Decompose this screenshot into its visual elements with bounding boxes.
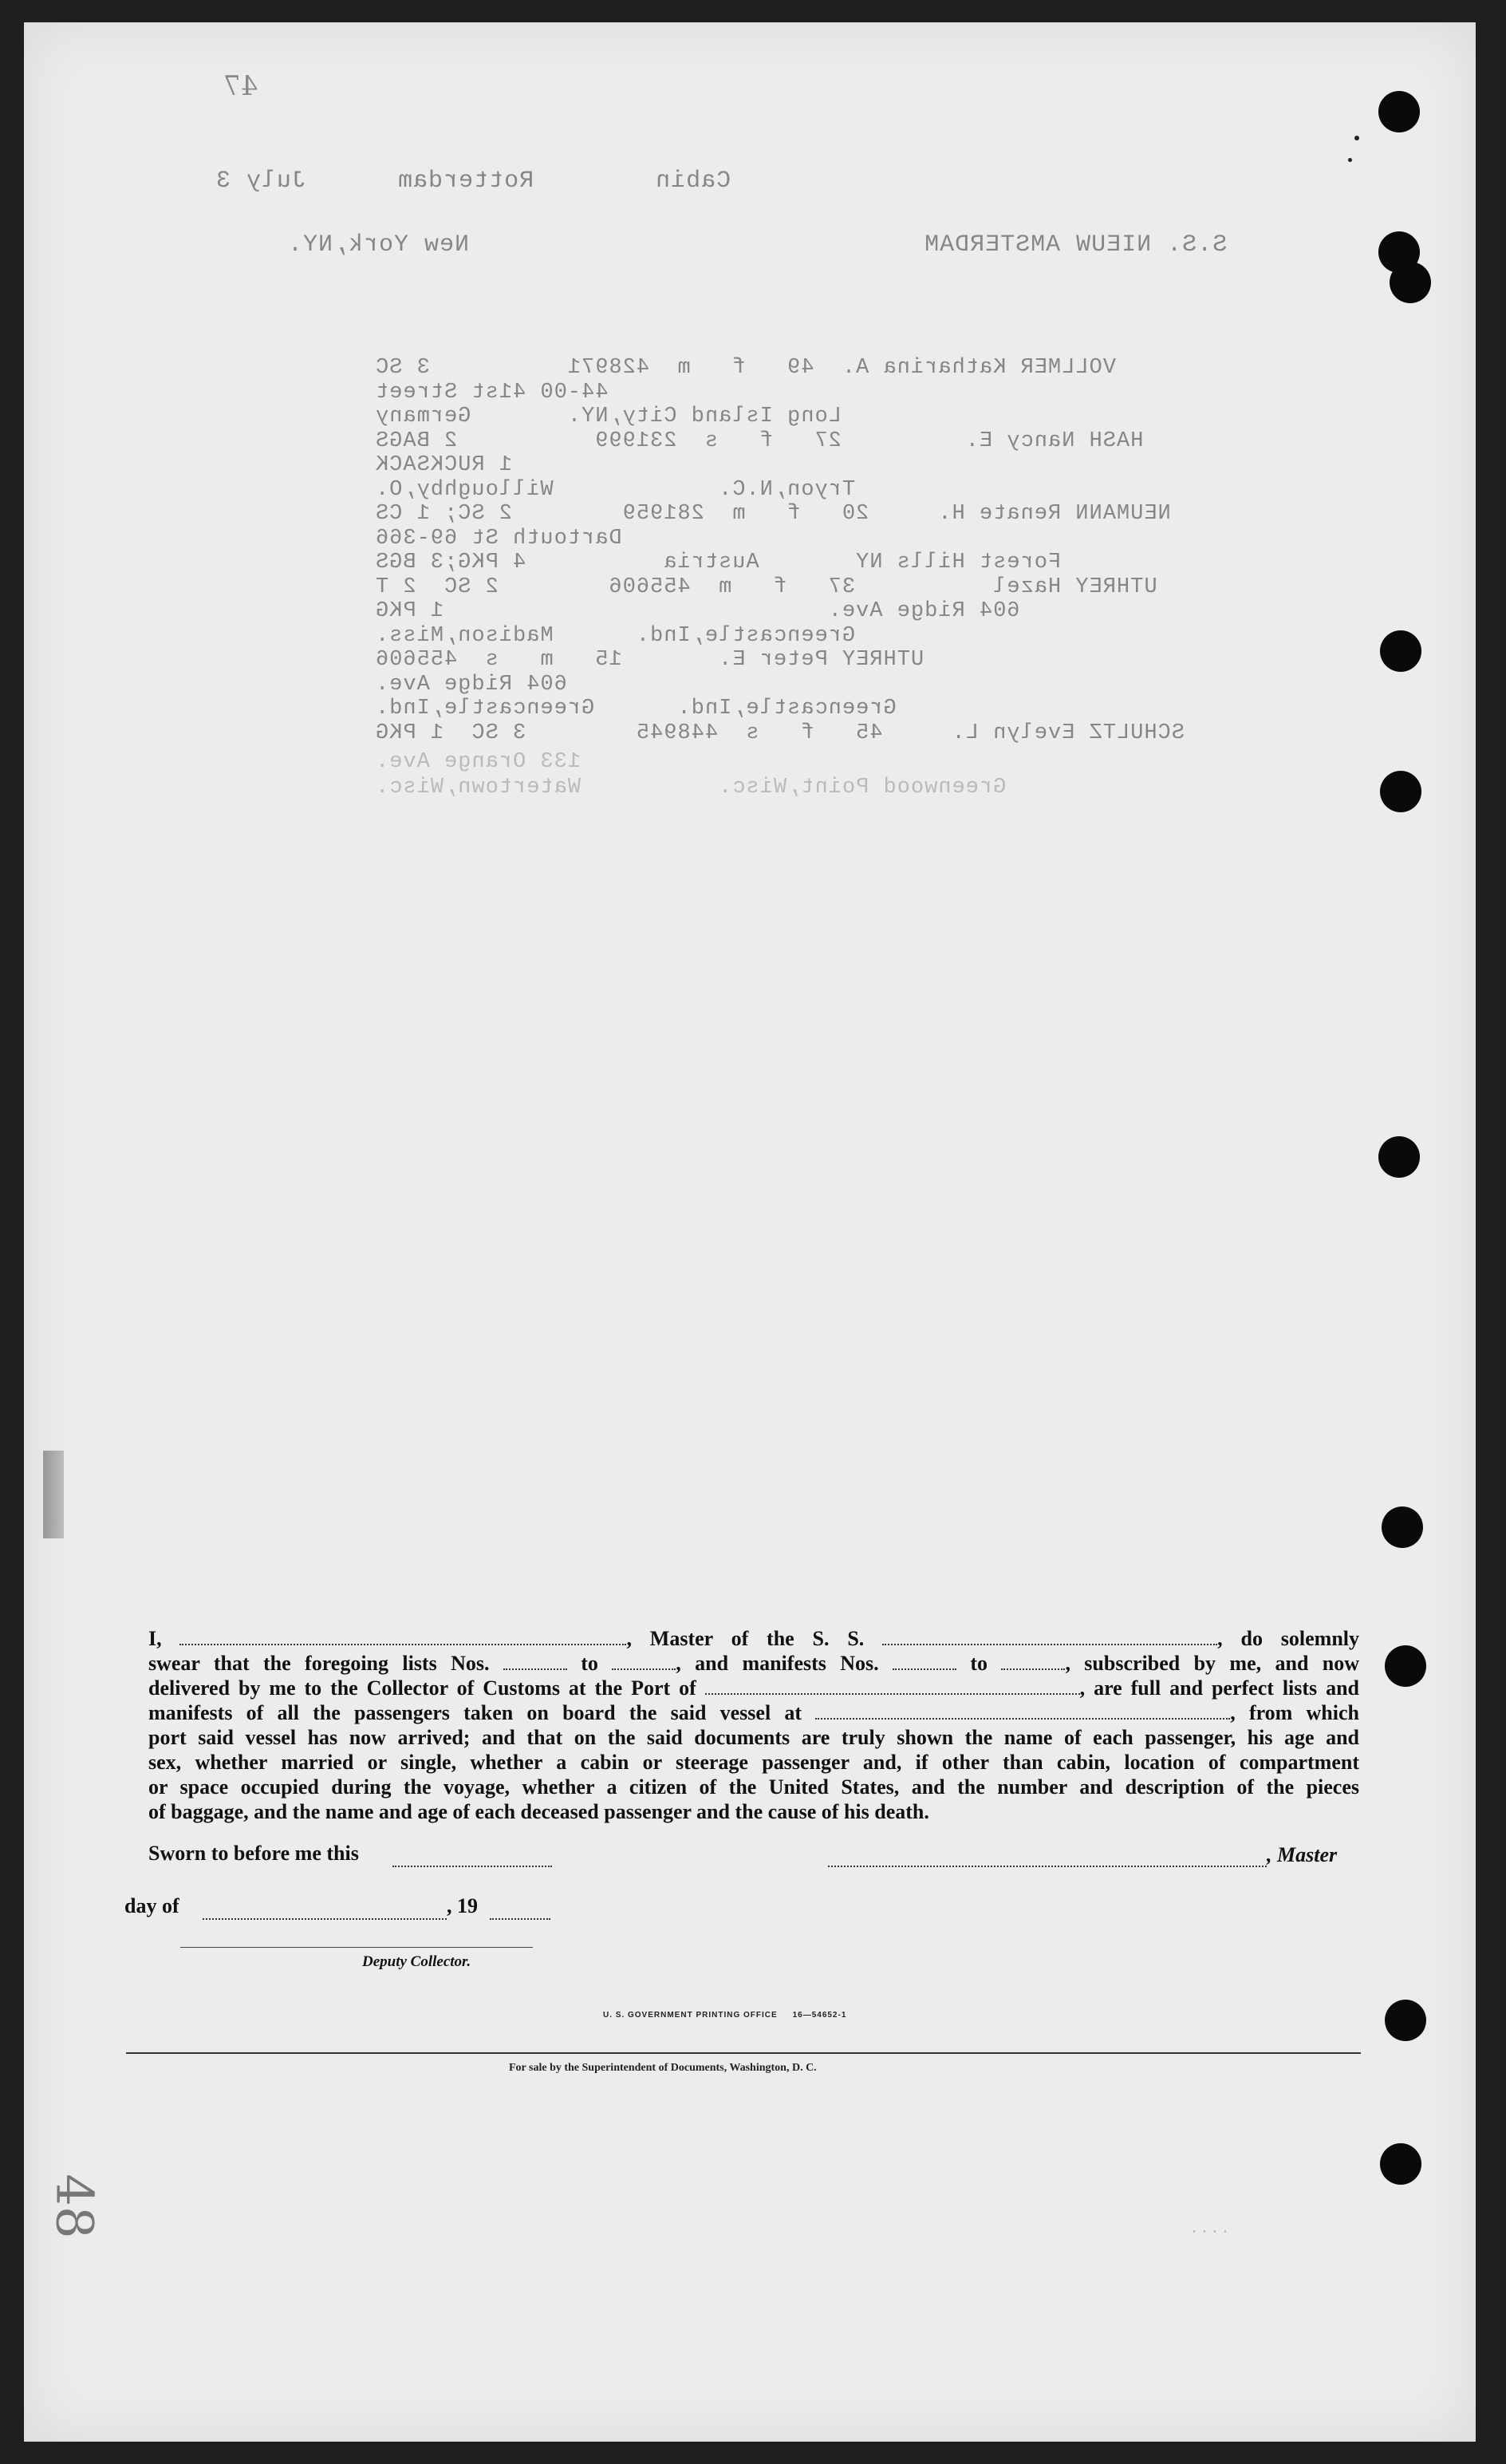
binder-hole (1378, 91, 1420, 132)
oath-text: , and manifests Nos. (676, 1652, 879, 1675)
deputy-collector-label: Deputy Collector. (362, 1953, 471, 1970)
bleed-row: Greencastle,Ind. Madison,Miss. (375, 623, 965, 648)
blank-departure-port (815, 1704, 1230, 1720)
oath-text: delivered by me to the Collector of Customs at the Port of (148, 1676, 696, 1700)
oath-text: , Master of the S. S. (626, 1627, 865, 1650)
oath-paragraph (148, 1626, 1359, 1824)
for-sale-notice: For sale by the Superintendent of Documents, Washington, D. C. (509, 2062, 817, 2074)
bleed-row: NEUMANN Renate H. 20 f m 281959 2 SC; 1 CS (375, 502, 1171, 526)
speck (1354, 136, 1359, 140)
oath-text: , from which (1230, 1701, 1359, 1724)
blank-master-name (179, 1629, 626, 1645)
deputy-signature-line (180, 1947, 533, 1948)
oath-text: swear that the foregoing lists Nos. (148, 1652, 490, 1675)
sworn-label: Sworn to before me this (148, 1842, 359, 1865)
oath-text: , do solemnly (1217, 1627, 1360, 1650)
bleed-row: SCHULTZ Evelyn L. 45 f s 448945 3 SC 1 PKG (375, 721, 1185, 745)
bleed-header-line1: Cabin Rotterdam July 3 (215, 168, 731, 195)
binder-hole (1390, 262, 1431, 303)
bleed-bottom-mark: ···· (1189, 2223, 1231, 2241)
blank-port (705, 1679, 1080, 1695)
oath-line (148, 1626, 1359, 1651)
bleed-row: Dartouth St 69-366 (375, 526, 732, 551)
oath-line (148, 1676, 1359, 1700)
bleed-row: UTHREY Peter E. 15 m s 455606 (375, 648, 924, 672)
blank-day (203, 1904, 447, 1920)
oath-line: port said vessel has now arrived; and that on the said documents are truly shown the name of each passenger, his age and (148, 1726, 1359, 1749)
blank-year (490, 1904, 550, 1920)
binder-hole (1385, 2000, 1426, 2041)
bleed-row: HASH Nancy E. 27 f s 231999 2 BAGS (375, 428, 1144, 453)
oath-line (148, 1651, 1359, 1676)
oath-line (148, 1700, 1359, 1725)
oath-text: to (970, 1652, 988, 1675)
blank-list-from (503, 1654, 567, 1670)
bleed-row: VOLLMER Katharina A. 49 f m 428971 3 SC (375, 356, 1116, 380)
footer-rule (126, 2052, 1361, 2054)
blank-manifest-to (1001, 1654, 1065, 1670)
day-of-label: day of (124, 1894, 179, 1917)
oath-text: manifests of all the passengers taken on board the said vessel at (148, 1701, 802, 1724)
bleed-row: 604 Ridge Ave. 1 PKG (375, 599, 1130, 623)
printing-office-imprint: U. S. GOVERNMENT PRINTING OFFICE 16—54652-1 (603, 2011, 847, 2020)
oath-text: I, (148, 1627, 162, 1650)
oath-line: sex, whether married or single, whether a cabin or steerage passenger and, if other than cabin, location of compartment (148, 1751, 1359, 1774)
speck (1348, 158, 1352, 162)
bleed-row: Long Island City,NY. Germany (375, 405, 952, 428)
oath-line: or space occupied during the voyage, whether a citizen of the United States, and the number and description of the pieces (148, 1775, 1359, 1799)
bleed-row: Forest Hills NY Austria 4 PKG;3 BGS (375, 551, 1171, 575)
master-label: , Master (1267, 1843, 1338, 1866)
binder-hole (1378, 1136, 1420, 1178)
oath-text: to (581, 1652, 598, 1675)
blank-list-to (612, 1654, 676, 1670)
year-label: , 19 (447, 1894, 478, 1917)
manifest-page (24, 22, 1476, 2442)
blank-sworn-date (392, 1851, 552, 1867)
blank-vessel-name (882, 1629, 1217, 1645)
bleed-row: 133 Orange Ave. (375, 750, 691, 774)
oath-line: of baggage, and the name and age of each deceased passenger and the cause of his death. (148, 1800, 929, 1823)
handwritten-page-number: 48 (44, 2174, 104, 2239)
blank-manifest-from (893, 1654, 956, 1670)
bleed-row: 604 Ridge Ave. (375, 672, 677, 697)
binder-hole (1382, 1506, 1423, 1548)
binder-hole (1380, 771, 1421, 812)
binder-hole (1380, 630, 1421, 672)
corner-mark: 47 (223, 70, 258, 102)
bleed-row: Greenwood Point,Wisc. Watertown,Wisc. (375, 776, 1116, 800)
binder-hole (1385, 1645, 1426, 1687)
bleed-row: 1 RUCKSACK (375, 453, 1185, 477)
bleed-row: 44-00 41st Street (375, 380, 719, 405)
edge-smudge (43, 1451, 64, 1538)
bleed-row: UTHREY Hazel 37 f m 455606 2 SC 2 T (375, 575, 1157, 599)
binder-hole (1380, 2143, 1421, 2185)
bleed-row: Greencastle,Ind. Greencastle,Ind. (375, 697, 1007, 721)
blank-master-signature (828, 1851, 1267, 1867)
bleed-row: Tryon,N.C. Willoughby,O. (375, 477, 965, 502)
oath-text: , are full and perfect lists and (1079, 1676, 1360, 1700)
oath-text: , subscribed by me, and now (1065, 1652, 1360, 1675)
bleed-header-line2: S.S. NIEUW AMSTERDAM New York,NY. (287, 231, 1228, 259)
